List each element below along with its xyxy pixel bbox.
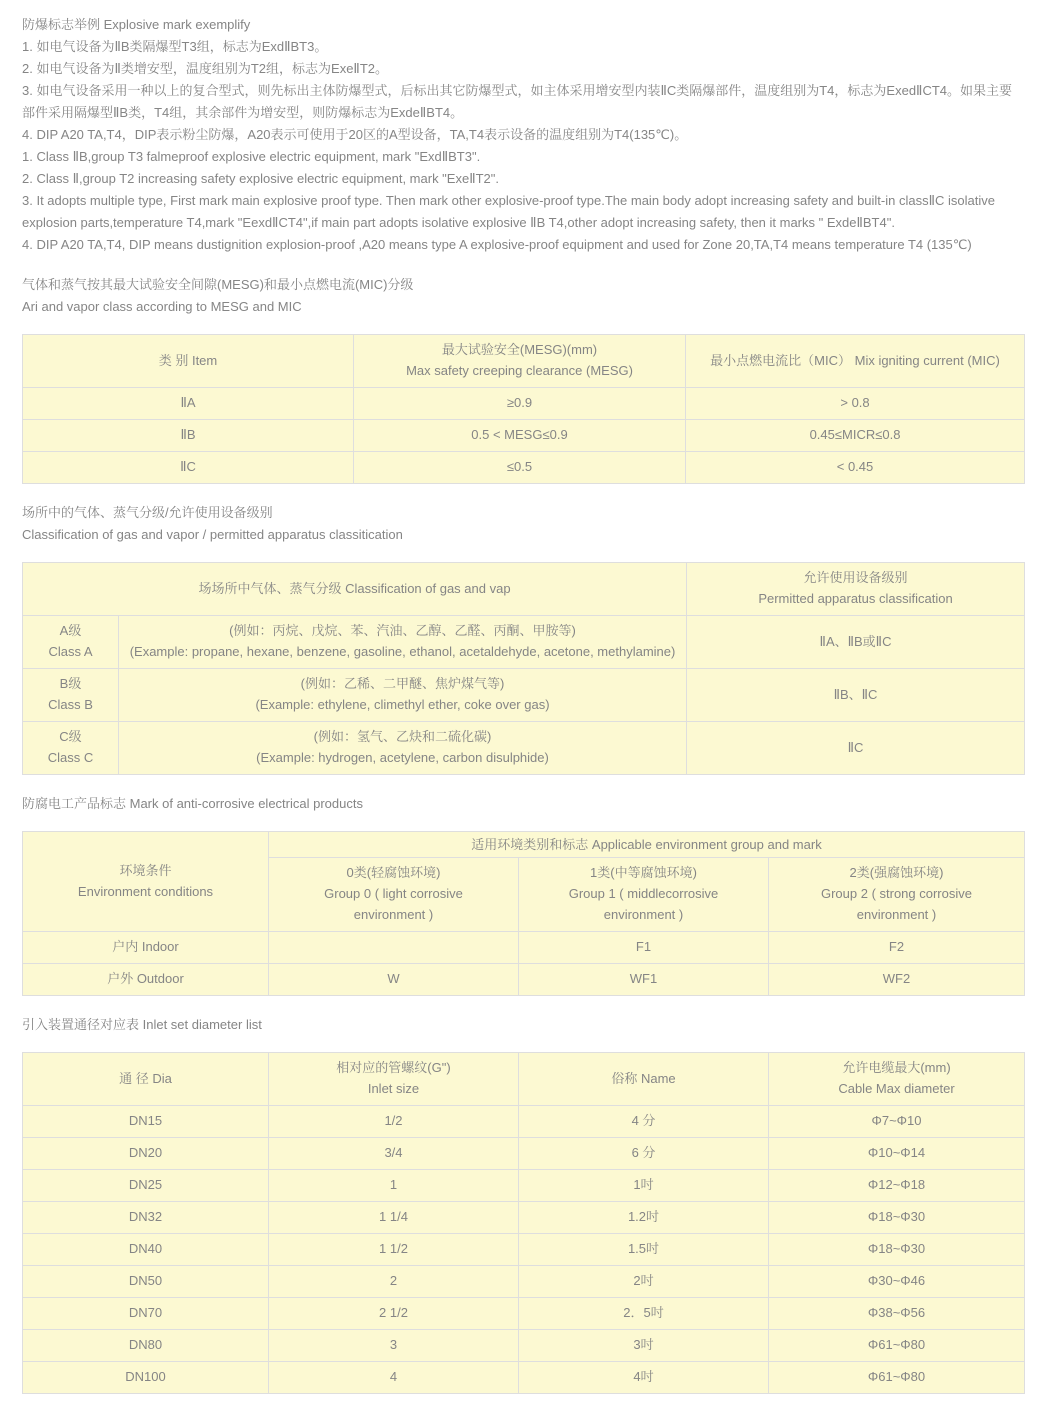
inlet-header-cable xyxy=(769,1053,1025,1106)
inlet-cell-size: 1 1/2 xyxy=(269,1234,519,1266)
inlet-cell-cable: Φ7~Φ10 xyxy=(769,1106,1025,1138)
table-row xyxy=(23,1266,1025,1298)
corrosive-g1-cell: F1 xyxy=(519,932,769,964)
mesg-table xyxy=(22,334,1025,484)
table-row xyxy=(23,1234,1025,1266)
table-row xyxy=(23,616,1025,669)
table-row xyxy=(23,1106,1025,1138)
class-name-zh: B级 xyxy=(59,676,82,691)
inlet-header-cable-zh: 允许电缆最大(mm) xyxy=(842,1060,951,1075)
table-row xyxy=(23,964,1025,996)
inlet-cell-dia: DN100 xyxy=(23,1362,269,1394)
class-header-permitted-en: Permitted apparatus classification xyxy=(758,591,953,606)
table-row xyxy=(23,420,1025,452)
corrosive-g2-cell: F2 xyxy=(769,932,1025,964)
mesg-cell-mic: < 0.45 xyxy=(686,452,1025,484)
class-title-zh: 场所中的气体、蒸气分级/允许使用设备级别 xyxy=(22,505,273,520)
corrosive-section-head xyxy=(22,793,1024,815)
inlet-cell-cable: Φ61~Φ80 xyxy=(769,1330,1025,1362)
intro-block xyxy=(22,14,1024,256)
class-table xyxy=(22,562,1025,775)
inlet-cell-cable: Φ18~Φ30 xyxy=(769,1234,1025,1266)
inlet-cell-cable: Φ12~Φ18 xyxy=(769,1170,1025,1202)
inlet-title: 引入装置通径对应表 Inlet set diameter list xyxy=(22,1017,262,1032)
inlet-header-size-zh: 相对应的管螺纹(G") xyxy=(336,1060,451,1075)
corrosive-group0-header xyxy=(269,858,519,932)
intro-en-item-4: 4. DIP A20 TA,T4, DIP means dustignition explosion-proof ,A20 means type A explosive-proof equipment and used for Zone 20,TA,T4 means temperature T4 (135℃) xyxy=(22,237,972,252)
class-example-zh: (例如：丙烷、戊烷、苯、汽油、乙醇、乙醛、丙酮、甲胺等) xyxy=(229,623,576,638)
inlet-cell-name: 1吋 xyxy=(519,1170,769,1202)
table-row xyxy=(23,1298,1025,1330)
class-cell-permitted: ⅡB、ⅡC xyxy=(687,669,1025,722)
inlet-cell-size: 1 xyxy=(269,1170,519,1202)
mesg-title-en: Ari and vapor class according to MESG and MIC xyxy=(22,299,302,314)
table-row xyxy=(23,1138,1025,1170)
mesg-cell-mic: 0.45≤MICR≤0.8 xyxy=(686,420,1025,452)
corrosive-g2-cell: WF2 xyxy=(769,964,1025,996)
table-row xyxy=(23,388,1025,420)
mesg-header-clearance xyxy=(354,335,686,388)
group2-zh: 2类(强腐蚀环境) xyxy=(849,865,944,880)
mesg-cell-item: ⅡC xyxy=(23,452,354,484)
class-example-en: (Example: propane, hexane, benzene, gasoline, ethanol, acetaldehyde, acetone, methylamine) xyxy=(129,644,676,659)
intro-zh-item-2: 2. 如电气设备为Ⅱ类增安型，温度组别为T2组，标志为ExeⅡT2。 xyxy=(22,61,388,76)
table-row xyxy=(23,1330,1025,1362)
inlet-cell-name: 1.2吋 xyxy=(519,1202,769,1234)
inlet-cell-dia: DN50 xyxy=(23,1266,269,1298)
inlet-cell-size: 3/4 xyxy=(269,1138,519,1170)
mesg-cell-item: ⅡA xyxy=(23,388,354,420)
corrosive-env-cell: 户内 Indoor xyxy=(23,932,269,964)
corrosive-g0-cell: W xyxy=(269,964,519,996)
intro-title: 防爆标志举例 Explosive mark exemplify xyxy=(22,17,251,32)
inlet-cell-cable: Φ61~Φ80 xyxy=(769,1362,1025,1394)
inlet-header-size-en: Inlet size xyxy=(367,1081,420,1096)
inlet-cell-name: 2吋 xyxy=(519,1266,769,1298)
inlet-cell-size: 2 xyxy=(269,1266,519,1298)
inlet-cell-cable: Φ38~Φ56 xyxy=(769,1298,1025,1330)
inlet-cell-name: 3吋 xyxy=(519,1330,769,1362)
corrosive-corner-zh: 环境条件 xyxy=(119,862,172,878)
inlet-table xyxy=(22,1052,1025,1394)
table-row xyxy=(23,932,1025,964)
corrosive-group1-header xyxy=(519,858,769,932)
intro-en-item-1: 1. Class ⅡB,group T3 falmeproof explosive electric equipment, mark "ExdⅡBT3". xyxy=(22,149,481,164)
mesg-section-head xyxy=(22,274,1024,318)
table-row xyxy=(23,1362,1025,1394)
inlet-cell-name: 1.5吋 xyxy=(519,1234,769,1266)
inlet-cell-dia: DN32 xyxy=(23,1202,269,1234)
corrosive-group-header: 适用环境类别和标志 Applicable environment group and mark xyxy=(269,832,1025,858)
intro-en-item-2: 2. Class Ⅱ,group T2 increasing safety explosive electric equipment, mark "ExeⅡT2". xyxy=(22,171,499,186)
intro-en-item-3: 3. It adopts multiple type, First mark main explosive proof type. Then mark other explosive-proof type.The main body adopt increasing safety and built-in classⅡC isolative explosion parts,temperature T4,mark "EexdⅡCT4",if main part adopts isolative explosive ⅡB T4,other adopt increasing safety, then it marks " ExdeⅡBT4". xyxy=(22,193,995,230)
corrosive-g1-cell: WF1 xyxy=(519,964,769,996)
class-cell-example xyxy=(119,722,687,775)
class-cell-permitted: ⅡA、ⅡB或ⅡC xyxy=(687,616,1025,669)
class-name-zh: C级 xyxy=(59,729,82,744)
inlet-cell-dia: DN20 xyxy=(23,1138,269,1170)
intro-zh-item-3: 3. 如电气设备采用一种以上的复合型式，则先标出主体防爆型式，后标出其它防爆型式，如主体采用增安型内装ⅡC类隔爆部件，温度组别为T4，标志为ExedⅡCT4。如果主要部件采用隔爆型ⅡB类，T4组，其余部件为增安型，则防爆标志为ExdeⅡBT4。 xyxy=(22,83,1013,120)
class-header-permitted xyxy=(687,563,1025,616)
corrosive-env-cell: 户外 Outdoor xyxy=(23,964,269,996)
inlet-cell-dia: DN15 xyxy=(23,1106,269,1138)
class-example-en: (Example: ethylene, climethyl ether, coke over gas) xyxy=(255,697,550,712)
mesg-header-clearance-en: Max safety creeping clearance (MESG) xyxy=(406,363,633,378)
group1-zh: 1类(中等腐蚀环境) xyxy=(590,865,697,880)
corrosive-header-row-1 xyxy=(23,832,1025,858)
inlet-cell-cable: Φ30~Φ46 xyxy=(769,1266,1025,1298)
inlet-cell-name: 4吋 xyxy=(519,1362,769,1394)
inlet-cell-name: 2．5吋 xyxy=(519,1298,769,1330)
class-cell-name xyxy=(23,616,119,669)
inlet-cell-cable: Φ18~Φ30 xyxy=(769,1202,1025,1234)
mesg-cell-clearance: ≥0.9 xyxy=(354,388,686,420)
inlet-header-row xyxy=(23,1053,1025,1106)
intro-zh-item-1: 1. 如电气设备为ⅡB类隔爆型T3组，标志为ExdⅡBT3。 xyxy=(22,39,328,54)
inlet-header-name: 俗称 Name xyxy=(519,1053,769,1106)
inlet-header-size xyxy=(269,1053,519,1106)
mesg-cell-item: ⅡB xyxy=(23,420,354,452)
mesg-header-item: 类 别 Item xyxy=(23,335,354,388)
inlet-cell-size: 2 1/2 xyxy=(269,1298,519,1330)
mesg-header-clearance-zh: 最大试验安全(MESG)(mm) xyxy=(441,342,598,357)
class-example-zh: (例如：乙稀、二甲醚、焦炉煤气等) xyxy=(300,676,505,691)
mesg-title-zh: 气体和蒸气按其最大试验安全间隙(MESG)和最小点燃电流(MIC)分级 xyxy=(22,277,414,292)
inlet-cell-dia: DN40 xyxy=(23,1234,269,1266)
group0-en: Group 0 ( light corrosive environment ) xyxy=(324,886,463,922)
inlet-cell-name: 4 分 xyxy=(519,1106,769,1138)
intro-zh-item-4: 4. DIP A20 TA,T4，DIP表示粉尘防爆，A20表示可使用于20区的A型设备，TA,T4表示设备的温度组别为T4(135℃)。 xyxy=(22,127,688,142)
mesg-header-row xyxy=(23,335,1025,388)
inlet-cell-size: 1/2 xyxy=(269,1106,519,1138)
class-name-en: Class C xyxy=(47,750,94,765)
inlet-cell-size: 4 xyxy=(269,1362,519,1394)
inlet-cell-dia: DN25 xyxy=(23,1170,269,1202)
class-cell-name xyxy=(23,669,119,722)
class-cell-example xyxy=(119,616,687,669)
inlet-cell-dia: DN70 xyxy=(23,1298,269,1330)
table-row xyxy=(23,1202,1025,1234)
class-title-en: Classification of gas and vapor / permitted apparatus classitication xyxy=(22,527,403,542)
inlet-section-head xyxy=(22,1014,1024,1036)
class-header-left: 场场所中气体、蒸气分级 Classification of gas and vap xyxy=(23,563,687,616)
group2-en: Group 2 ( strong corrosive environment ) xyxy=(820,886,972,922)
inlet-header-dia: 通 径 Dia xyxy=(23,1053,269,1106)
class-name-zh: A级 xyxy=(59,623,82,638)
table-row xyxy=(23,452,1025,484)
class-header-row xyxy=(23,563,1025,616)
inlet-cell-name: 6 分 xyxy=(519,1138,769,1170)
class-name-en: Class B xyxy=(48,697,93,712)
mesg-header-mic: 最小点燃电流比（MIC） Mix igniting current (MIC) xyxy=(686,335,1025,388)
corrosive-g0-cell xyxy=(269,932,519,964)
corrosive-title: 防腐电工产品标志 Mark of anti-corrosive electrical products xyxy=(22,796,363,811)
class-header-permitted-zh: 允许使用设备级别 xyxy=(803,570,908,585)
group1-en: Group 1 ( middlecorrosive environment ) xyxy=(568,886,719,922)
class-example-zh: (例如：氢气、乙炔和二硫化碳) xyxy=(313,729,492,744)
inlet-cell-cable: Φ10~Φ14 xyxy=(769,1138,1025,1170)
table-row xyxy=(23,1170,1025,1202)
mesg-cell-clearance: ≤0.5 xyxy=(354,452,686,484)
table-row xyxy=(23,722,1025,775)
class-cell-permitted: ⅡC xyxy=(687,722,1025,775)
corrosive-group2-header xyxy=(769,858,1025,932)
class-section-head xyxy=(22,502,1024,546)
corrosive-corner-cell xyxy=(23,832,269,932)
class-cell-name xyxy=(23,722,119,775)
inlet-header-cable-en: Cable Max diameter xyxy=(838,1081,955,1096)
inlet-cell-size: 3 xyxy=(269,1330,519,1362)
inlet-cell-dia: DN80 xyxy=(23,1330,269,1362)
mesg-cell-mic: > 0.8 xyxy=(686,388,1025,420)
inlet-cell-size: 1 1/4 xyxy=(269,1202,519,1234)
corrosive-table xyxy=(22,831,1025,996)
class-cell-example xyxy=(119,669,687,722)
corrosive-corner-en: Environment conditions xyxy=(77,883,214,899)
class-example-en: (Example: hydrogen, acetylene, carbon disulphide) xyxy=(256,750,549,765)
table-row xyxy=(23,669,1025,722)
class-name-en: Class A xyxy=(48,644,93,659)
mesg-cell-clearance: 0.5 < MESG≤0.9 xyxy=(354,420,686,452)
group0-zh: 0类(轻腐蚀环境) xyxy=(346,865,441,880)
